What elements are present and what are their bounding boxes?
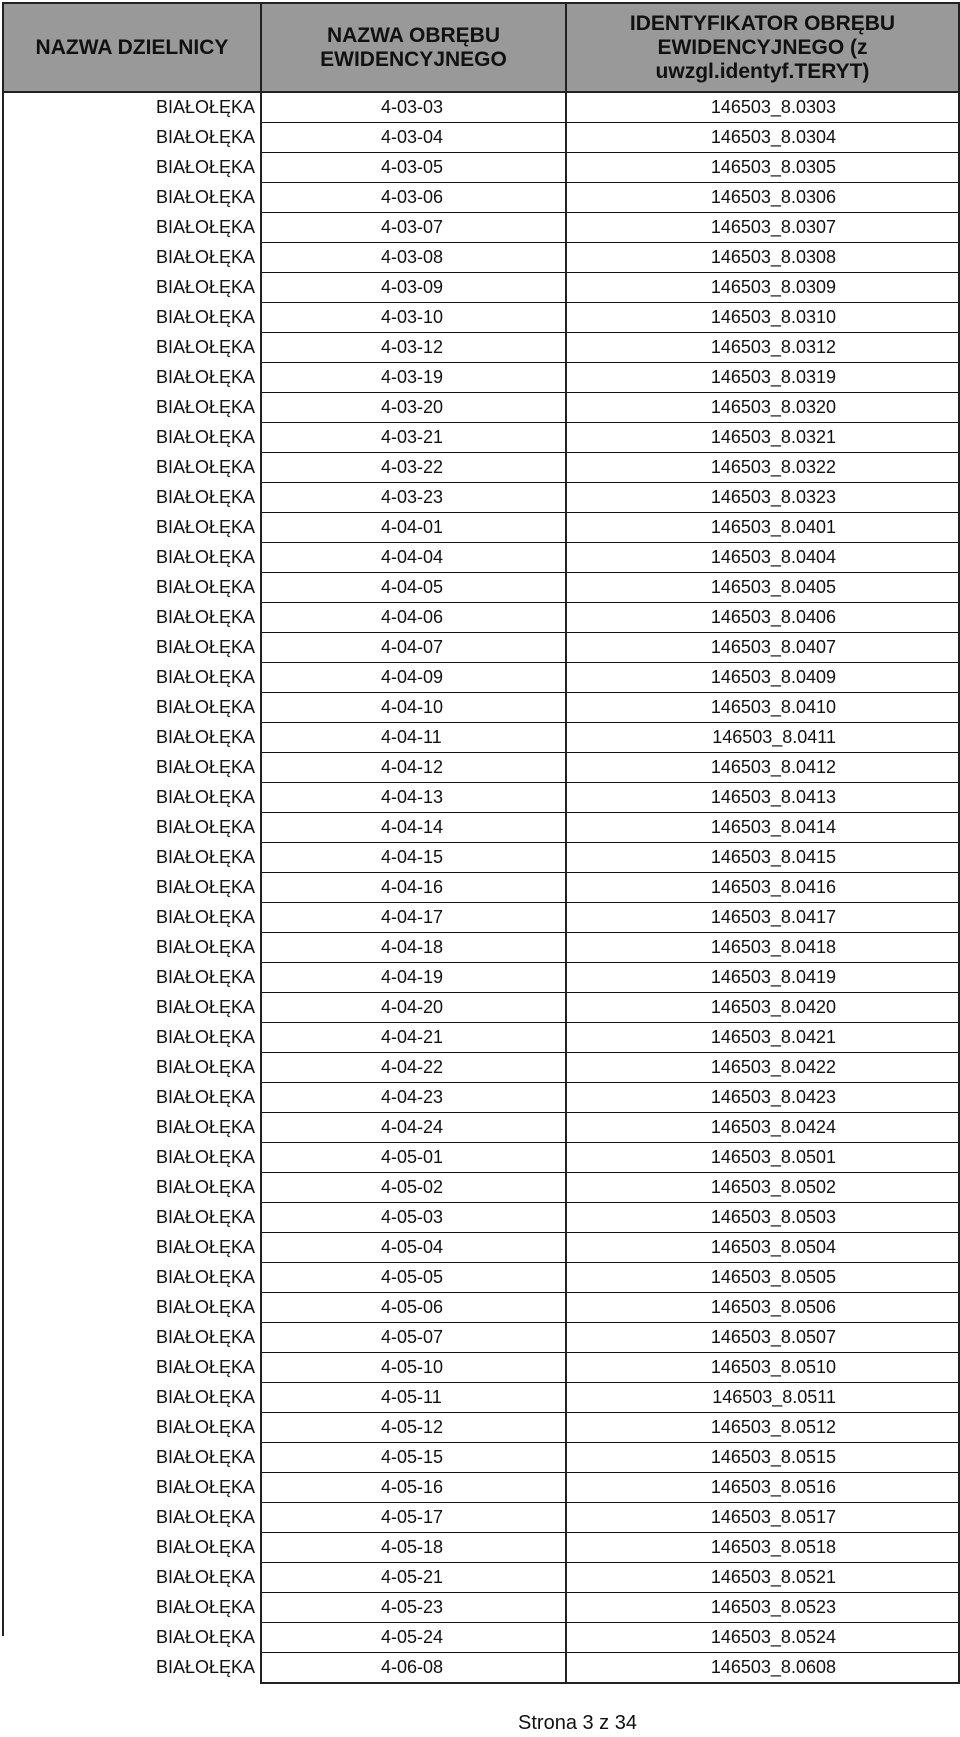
cell-nazwa-dzielnicy: BIAŁOŁĘKA: [3, 513, 261, 543]
cell-nazwa-obrebu: 4-05-03: [261, 1203, 566, 1233]
cell-nazwa-dzielnicy: BIAŁOŁĘKA: [3, 573, 261, 603]
cell-nazwa-dzielnicy: BIAŁOŁĘKA: [3, 1023, 261, 1053]
cell-nazwa-dzielnicy: BIAŁOŁĘKA: [3, 1083, 261, 1113]
cell-identyfikator: 146503_8.0608: [566, 1653, 959, 1684]
cell-identyfikator: 146503_8.0419: [566, 963, 959, 993]
cell-identyfikator: 146503_8.0312: [566, 333, 959, 363]
table-row: [3, 933, 959, 963]
cell-nazwa-obrebu: 4-04-24: [261, 1113, 566, 1143]
cell-nazwa-dzielnicy: BIAŁOŁĘKA: [3, 1353, 261, 1383]
cell-nazwa-dzielnicy: BIAŁOŁĘKA: [3, 963, 261, 993]
cell-nazwa-dzielnicy: BIAŁOŁĘKA: [3, 1383, 261, 1413]
table-row: [3, 1143, 959, 1173]
table-row: [3, 453, 959, 483]
cell-nazwa-obrebu: 4-05-01: [261, 1143, 566, 1173]
cell-nazwa-obrebu: 4-03-12: [261, 333, 566, 363]
cell-nazwa-obrebu: 4-05-23: [261, 1593, 566, 1623]
table-row: [3, 1413, 959, 1443]
table-row: [3, 1473, 959, 1503]
cell-nazwa-dzielnicy: BIAŁOŁĘKA: [3, 603, 261, 633]
cell-nazwa-dzielnicy: BIAŁOŁĘKA: [3, 1233, 261, 1263]
cell-nazwa-obrebu: 4-03-04: [261, 123, 566, 153]
cell-nazwa-obrebu: 4-05-21: [261, 1563, 566, 1593]
cell-nazwa-obrebu: 4-04-19: [261, 963, 566, 993]
cell-identyfikator: 146503_8.0307: [566, 213, 959, 243]
cell-identyfikator: 146503_8.0507: [566, 1323, 959, 1353]
table-row: [3, 543, 959, 573]
cell-identyfikator: 146503_8.0309: [566, 273, 959, 303]
cell-nazwa-obrebu: 4-05-16: [261, 1473, 566, 1503]
cell-nazwa-obrebu: 4-03-23: [261, 483, 566, 513]
table-row: [3, 1653, 959, 1684]
cell-nazwa-obrebu: 4-05-06: [261, 1293, 566, 1323]
cell-nazwa-dzielnicy: BIAŁOŁĘKA: [3, 633, 261, 663]
cell-nazwa-obrebu: 4-05-15: [261, 1443, 566, 1473]
cell-nazwa-dzielnicy: BIAŁOŁĘKA: [3, 543, 261, 573]
cell-identyfikator: 146503_8.0421: [566, 1023, 959, 1053]
cell-identyfikator: 146503_8.0418: [566, 933, 959, 963]
cell-identyfikator: 146503_8.0515: [566, 1443, 959, 1473]
cell-identyfikator: 146503_8.0422: [566, 1053, 959, 1083]
cell-nazwa-dzielnicy: BIAŁOŁĘKA: [3, 363, 261, 393]
cell-nazwa-obrebu: 4-04-09: [261, 663, 566, 693]
table-row: [3, 483, 959, 513]
cell-nazwa-obrebu: 4-03-03: [261, 92, 566, 123]
cell-identyfikator: 146503_8.0420: [566, 993, 959, 1023]
header-nazwa-dzielnicy: NAZWA DZIELNICY: [3, 3, 261, 92]
cell-identyfikator: 146503_8.0502: [566, 1173, 959, 1203]
cell-identyfikator: 146503_8.0411: [566, 723, 959, 753]
cell-nazwa-dzielnicy: BIAŁOŁĘKA: [3, 1263, 261, 1293]
table-row: [3, 663, 959, 693]
cell-nazwa-obrebu: 4-03-10: [261, 303, 566, 333]
cell-nazwa-dzielnicy: BIAŁOŁĘKA: [3, 1653, 261, 1684]
cell-nazwa-obrebu: 4-03-20: [261, 393, 566, 423]
table-row: [3, 633, 959, 663]
cell-nazwa-dzielnicy: BIAŁOŁĘKA: [3, 1593, 261, 1623]
table-row: [3, 1533, 959, 1563]
table-body: [3, 92, 959, 1683]
table-header-row: [3, 3, 959, 92]
cell-nazwa-dzielnicy: BIAŁOŁĘKA: [3, 843, 261, 873]
table-row: [3, 573, 959, 603]
table-row: [3, 1503, 959, 1533]
cell-nazwa-obrebu: 4-04-15: [261, 843, 566, 873]
cell-identyfikator: 146503_8.0511: [566, 1383, 959, 1413]
cell-identyfikator: 146503_8.0501: [566, 1143, 959, 1173]
cell-nazwa-dzielnicy: BIAŁOŁĘKA: [3, 993, 261, 1023]
table-row: [3, 423, 959, 453]
cell-nazwa-obrebu: 4-03-07: [261, 213, 566, 243]
cell-identyfikator: 146503_8.0320: [566, 393, 959, 423]
cell-identyfikator: 146503_8.0305: [566, 153, 959, 183]
table-row: [3, 333, 959, 363]
cell-nazwa-obrebu: 4-04-20: [261, 993, 566, 1023]
table-row: [3, 183, 959, 213]
table-row: [3, 1383, 959, 1413]
cell-nazwa-obrebu: 4-04-07: [261, 633, 566, 663]
cell-nazwa-dzielnicy: BIAŁOŁĘKA: [3, 303, 261, 333]
cell-nazwa-dzielnicy: BIAŁOŁĘKA: [3, 333, 261, 363]
cell-nazwa-dzielnicy: BIAŁOŁĘKA: [3, 273, 261, 303]
cell-nazwa-dzielnicy: BIAŁOŁĘKA: [3, 153, 261, 183]
cell-nazwa-dzielnicy: BIAŁOŁĘKA: [3, 243, 261, 273]
cell-nazwa-dzielnicy: BIAŁOŁĘKA: [3, 1113, 261, 1143]
cell-nazwa-obrebu: 4-04-10: [261, 693, 566, 723]
cell-identyfikator: 146503_8.0401: [566, 513, 959, 543]
cell-identyfikator: 146503_8.0506: [566, 1293, 959, 1323]
cell-identyfikator: 146503_8.0412: [566, 753, 959, 783]
table-row: [3, 513, 959, 543]
cell-nazwa-obrebu: 4-03-08: [261, 243, 566, 273]
cell-nazwa-dzielnicy: BIAŁOŁĘKA: [3, 1293, 261, 1323]
cell-nazwa-dzielnicy: BIAŁOŁĘKA: [3, 933, 261, 963]
cell-nazwa-obrebu: 4-05-11: [261, 1383, 566, 1413]
header-identyfikator-obrebu: IDENTYFIKATOR OBRĘBU EWIDENCYJNEGO (z uwzgl.identyf.TERYT): [566, 3, 959, 92]
table-row: [3, 153, 959, 183]
cell-nazwa-dzielnicy: BIAŁOŁĘKA: [3, 1413, 261, 1443]
cell-identyfikator: 146503_8.0303: [566, 92, 959, 123]
cell-nazwa-obrebu: 4-03-09: [261, 273, 566, 303]
table-row: [3, 843, 959, 873]
cell-nazwa-obrebu: 4-06-08: [261, 1653, 566, 1684]
cell-identyfikator: 146503_8.0417: [566, 903, 959, 933]
table-row: [3, 1263, 959, 1293]
obreby-table: [2, 2, 960, 1684]
cell-nazwa-dzielnicy: BIAŁOŁĘKA: [3, 423, 261, 453]
table-row: [3, 873, 959, 903]
page-number: Strona 3 z 34: [518, 1712, 637, 1734]
table-row: [3, 1623, 959, 1653]
table-row: [3, 993, 959, 1023]
cell-identyfikator: 146503_8.0423: [566, 1083, 959, 1113]
cell-nazwa-obrebu: 4-04-16: [261, 873, 566, 903]
cell-nazwa-dzielnicy: BIAŁOŁĘKA: [3, 1143, 261, 1173]
table-row: [3, 92, 959, 123]
cell-identyfikator: 146503_8.0523: [566, 1593, 959, 1623]
table-row: [3, 393, 959, 423]
table-row: [3, 303, 959, 333]
table-row: [3, 1293, 959, 1323]
cell-identyfikator: 146503_8.0518: [566, 1533, 959, 1563]
cell-nazwa-dzielnicy: BIAŁOŁĘKA: [3, 1173, 261, 1203]
cell-identyfikator: 146503_8.0405: [566, 573, 959, 603]
table-row: [3, 1083, 959, 1113]
cell-identyfikator: 146503_8.0524: [566, 1623, 959, 1653]
table-row: [3, 363, 959, 393]
cell-nazwa-obrebu: 4-04-17: [261, 903, 566, 933]
cell-nazwa-dzielnicy: BIAŁOŁĘKA: [3, 1503, 261, 1533]
table-row: [3, 1563, 959, 1593]
table-row: [3, 1233, 959, 1263]
table-row: [3, 783, 959, 813]
cell-nazwa-obrebu: 4-04-05: [261, 573, 566, 603]
cell-identyfikator: 146503_8.0322: [566, 453, 959, 483]
cell-nazwa-obrebu: 4-04-21: [261, 1023, 566, 1053]
cell-nazwa-dzielnicy: BIAŁOŁĘKA: [3, 783, 261, 813]
table-row: [3, 1593, 959, 1623]
cell-identyfikator: 146503_8.0416: [566, 873, 959, 903]
cell-identyfikator: 146503_8.0409: [566, 663, 959, 693]
left-border-rule: [2, 91, 4, 1636]
cell-identyfikator: 146503_8.0413: [566, 783, 959, 813]
table-row: [3, 1113, 959, 1143]
table-row: [3, 1353, 959, 1383]
cell-nazwa-obrebu: 4-05-12: [261, 1413, 566, 1443]
cell-nazwa-obrebu: 4-04-13: [261, 783, 566, 813]
cell-identyfikator: 146503_8.0319: [566, 363, 959, 393]
table-row: [3, 693, 959, 723]
cell-nazwa-obrebu: 4-03-05: [261, 153, 566, 183]
cell-nazwa-dzielnicy: BIAŁOŁĘKA: [3, 903, 261, 933]
cell-nazwa-dzielnicy: BIAŁOŁĘKA: [3, 123, 261, 153]
cell-nazwa-dzielnicy: BIAŁOŁĘKA: [3, 453, 261, 483]
table-row: [3, 273, 959, 303]
cell-nazwa-dzielnicy: BIAŁOŁĘKA: [3, 1533, 261, 1563]
cell-nazwa-dzielnicy: BIAŁOŁĘKA: [3, 393, 261, 423]
cell-nazwa-obrebu: 4-04-06: [261, 603, 566, 633]
cell-nazwa-obrebu: 4-03-19: [261, 363, 566, 393]
cell-identyfikator: 146503_8.0516: [566, 1473, 959, 1503]
cell-identyfikator: 146503_8.0517: [566, 1503, 959, 1533]
cell-nazwa-dzielnicy: BIAŁOŁĘKA: [3, 1203, 261, 1233]
cell-identyfikator: 146503_8.0306: [566, 183, 959, 213]
cell-identyfikator: 146503_8.0404: [566, 543, 959, 573]
cell-identyfikator: 146503_8.0414: [566, 813, 959, 843]
cell-nazwa-dzielnicy: BIAŁOŁĘKA: [3, 183, 261, 213]
cell-identyfikator: 146503_8.0504: [566, 1233, 959, 1263]
cell-identyfikator: 146503_8.0521: [566, 1563, 959, 1593]
cell-nazwa-obrebu: 4-05-05: [261, 1263, 566, 1293]
table-row: [3, 1323, 959, 1353]
table-row: [3, 1173, 959, 1203]
cell-nazwa-obrebu: 4-05-10: [261, 1353, 566, 1383]
cell-nazwa-dzielnicy: BIAŁOŁĘKA: [3, 213, 261, 243]
table-row: [3, 1203, 959, 1233]
cell-identyfikator: 146503_8.0424: [566, 1113, 959, 1143]
table-row: [3, 723, 959, 753]
cell-nazwa-obrebu: 4-04-04: [261, 543, 566, 573]
cell-identyfikator: 146503_8.0503: [566, 1203, 959, 1233]
cell-nazwa-obrebu: 4-05-24: [261, 1623, 566, 1653]
table-row: [3, 123, 959, 153]
cell-nazwa-dzielnicy: BIAŁOŁĘKA: [3, 693, 261, 723]
cell-nazwa-obrebu: 4-05-02: [261, 1173, 566, 1203]
header-nazwa-obrebu: NAZWA OBRĘBU EWIDENCYJNEGO: [261, 3, 566, 92]
table-row: [3, 603, 959, 633]
table-row: [3, 243, 959, 273]
cell-identyfikator: 146503_8.0323: [566, 483, 959, 513]
table-row: [3, 213, 959, 243]
cell-nazwa-obrebu: 4-04-22: [261, 1053, 566, 1083]
cell-identyfikator: 146503_8.0512: [566, 1413, 959, 1443]
cell-nazwa-dzielnicy: BIAŁOŁĘKA: [3, 813, 261, 843]
cell-identyfikator: 146503_8.0310: [566, 303, 959, 333]
cell-nazwa-obrebu: 4-04-14: [261, 813, 566, 843]
cell-nazwa-obrebu: 4-03-22: [261, 453, 566, 483]
table-row: [3, 813, 959, 843]
cell-nazwa-dzielnicy: BIAŁOŁĘKA: [3, 753, 261, 783]
cell-identyfikator: 146503_8.0410: [566, 693, 959, 723]
cell-nazwa-obrebu: 4-03-21: [261, 423, 566, 453]
cell-nazwa-dzielnicy: BIAŁOŁĘKA: [3, 663, 261, 693]
table-row: [3, 1023, 959, 1053]
table-row: [3, 753, 959, 783]
cell-identyfikator: 146503_8.0321: [566, 423, 959, 453]
cell-identyfikator: 146503_8.0308: [566, 243, 959, 273]
cell-nazwa-obrebu: 4-04-12: [261, 753, 566, 783]
cell-nazwa-obrebu: 4-05-04: [261, 1233, 566, 1263]
cell-nazwa-obrebu: 4-04-18: [261, 933, 566, 963]
cell-nazwa-dzielnicy: BIAŁOŁĘKA: [3, 1443, 261, 1473]
cell-identyfikator: 146503_8.0406: [566, 603, 959, 633]
cell-nazwa-dzielnicy: BIAŁOŁĘKA: [3, 1623, 261, 1653]
cell-identyfikator: 146503_8.0510: [566, 1353, 959, 1383]
cell-nazwa-dzielnicy: BIAŁOŁĘKA: [3, 483, 261, 513]
cell-nazwa-dzielnicy: BIAŁOŁĘKA: [3, 1563, 261, 1593]
cell-identyfikator: 146503_8.0304: [566, 123, 959, 153]
cell-nazwa-dzielnicy: BIAŁOŁĘKA: [3, 1323, 261, 1353]
table-row: [3, 1443, 959, 1473]
cell-nazwa-obrebu: 4-04-01: [261, 513, 566, 543]
cell-nazwa-dzielnicy: BIAŁOŁĘKA: [3, 1473, 261, 1503]
cell-nazwa-dzielnicy: BIAŁOŁĘKA: [3, 873, 261, 903]
cell-nazwa-obrebu: 4-03-06: [261, 183, 566, 213]
table-row: [3, 1053, 959, 1083]
cell-nazwa-obrebu: 4-05-18: [261, 1533, 566, 1563]
cell-nazwa-obrebu: 4-05-07: [261, 1323, 566, 1353]
cell-nazwa-obrebu: 4-04-23: [261, 1083, 566, 1113]
cell-nazwa-dzielnicy: BIAŁOŁĘKA: [3, 723, 261, 753]
cell-nazwa-dzielnicy: BIAŁOŁĘKA: [3, 92, 261, 123]
cell-nazwa-obrebu: 4-05-17: [261, 1503, 566, 1533]
table-row: [3, 903, 959, 933]
cell-identyfikator: 146503_8.0407: [566, 633, 959, 663]
cell-nazwa-obrebu: 4-04-11: [261, 723, 566, 753]
cell-nazwa-dzielnicy: BIAŁOŁĘKA: [3, 1053, 261, 1083]
table-row: [3, 963, 959, 993]
cell-identyfikator: 146503_8.0505: [566, 1263, 959, 1293]
cell-identyfikator: 146503_8.0415: [566, 843, 959, 873]
